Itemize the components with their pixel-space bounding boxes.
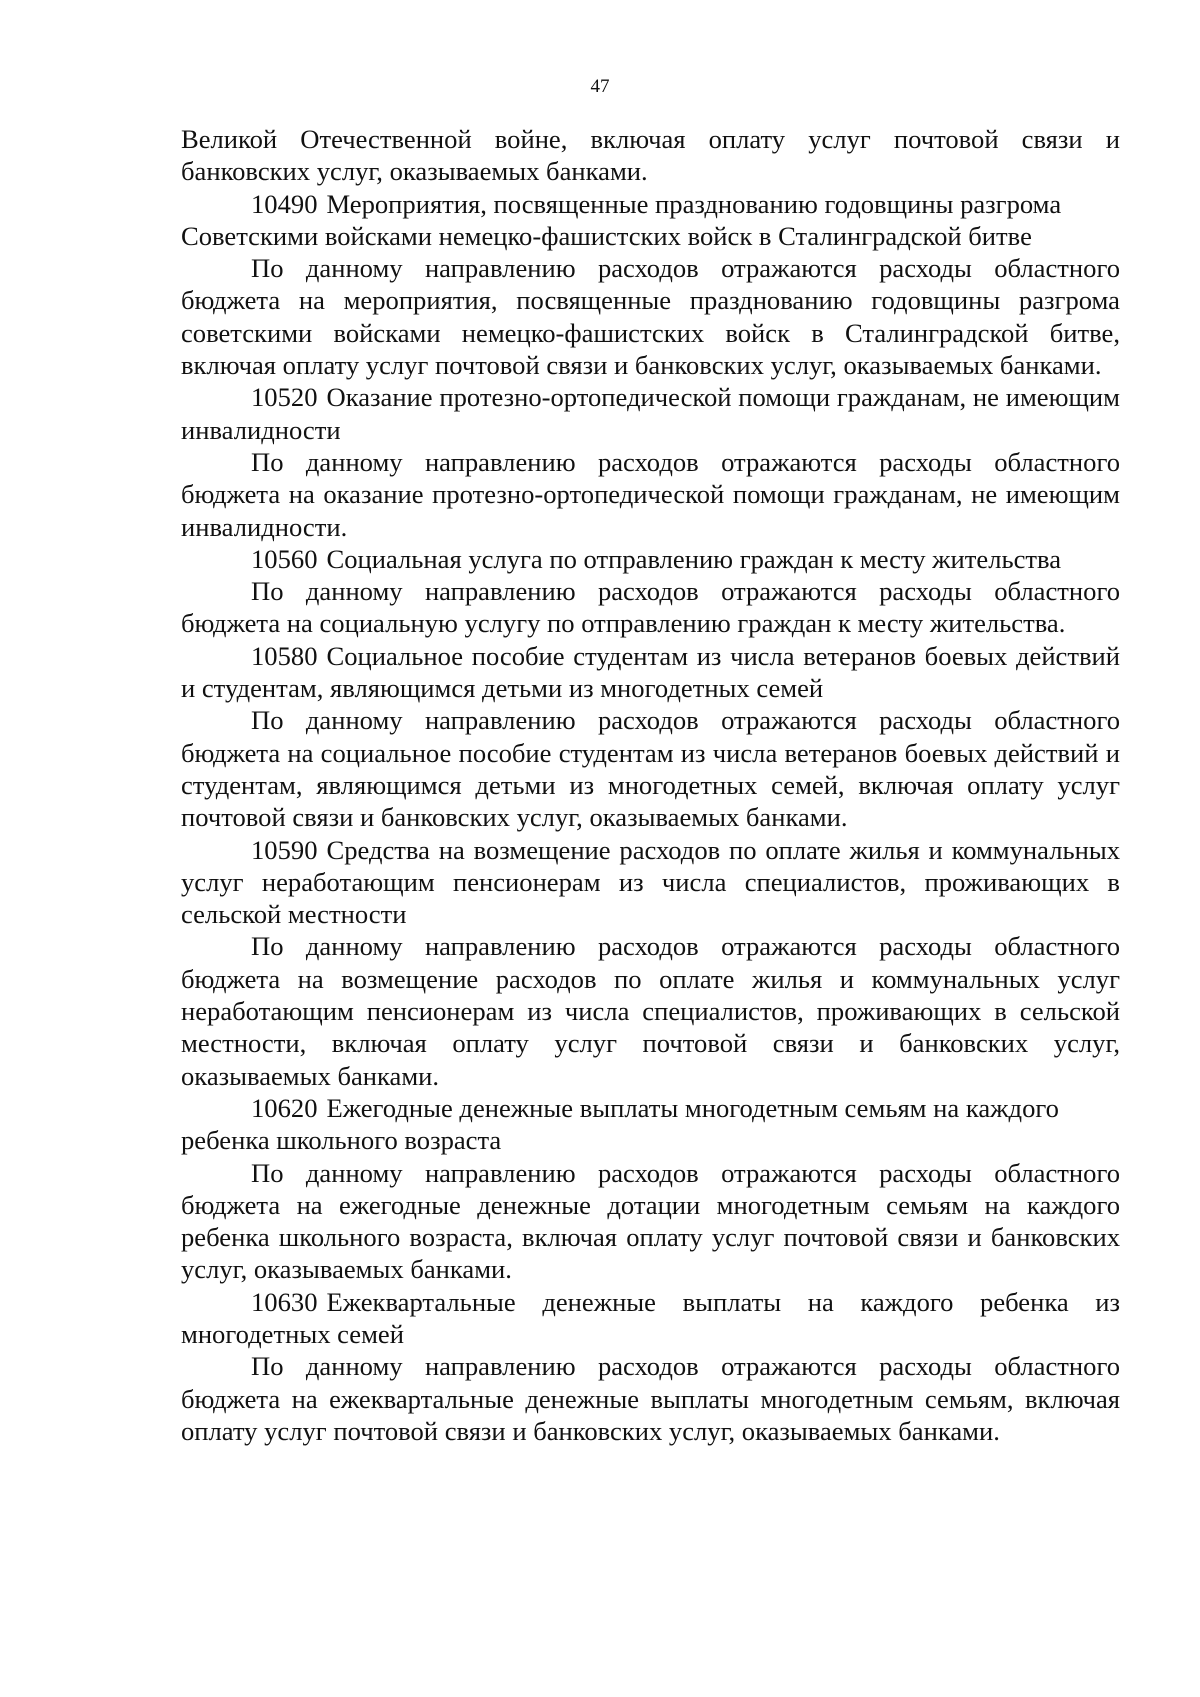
section-description-10630: По данному направлению расходов отражаются расходы областного бюджета на ежеквартальные денежные выплаты многодетным семьям, включая оплату услуг почтовой связи и банковских услуг, оказываемых банками.: [181, 1351, 1120, 1446]
section-description-10590: По данному направлению расходов отражаются расходы областного бюджета на возмещение расходов по оплате жилья и коммунальных услуг неработающим пенсионерам из числа специалистов, проживающих в сельской местности, включая оплату услуг почтовой связи и банковских услуг, оказываемых банками.: [181, 931, 1120, 1091]
document-body: [181, 123, 1120, 1447]
section-heading-10630: [181, 1286, 1120, 1351]
section-description-10490: По данному направлению расходов отражаются расходы областного бюджета на мероприятия, посвященные празднованию годовщины разгрома советскими войсками немецко-фашистских войск в Сталинградской битве, включая оплату услуг почтовой связи и банковских услуг, оказываемых банками.: [181, 253, 1120, 381]
section-title: Оказание протезно-ортопедической помощи гражданам, не имеющим инвалидности: [181, 382, 1120, 445]
section-title: Социальное пособие студентам из числа ветеранов боевых действий и студентам, являющимся детьми из многодетных семей: [181, 640, 1120, 704]
section-heading-10520: [181, 381, 1120, 446]
section-heading-10620: [181, 1092, 1120, 1157]
section-title: Ежегодные денежные выплаты многодетным семьям на каждого ребенка школьного возраста: [181, 1092, 1059, 1156]
section-description-10620: По данному направлению расходов отражаются расходы областного бюджета на ежегодные денежные дотации многодетным семьям на каждого ребенка школьного возраста, включая оплату услуг почтовой связи и банковских услуг, оказываемых банками.: [181, 1157, 1120, 1285]
section-code: 10580: [251, 640, 318, 671]
section-description-10520: По данному направлению расходов отражаются расходы областного бюджета на оказание протезно-ортопедической помощи гражданам, не имеющим инвалидности.: [181, 446, 1120, 542]
section-description-10580: По данному направлению расходов отражаются расходы областного бюджета на социальное пособие студентам из числа ветеранов боевых действий и студентам, являющимся детьми из многодетных семей, включая оплату услуг почтовой связи и банковских услуг, оказываемых банками.: [181, 705, 1120, 833]
section-description-10560: По данному направлению расходов отражаются расходы областного бюджета на социальную услугу по отправлению граждан к месту жительства.: [181, 576, 1120, 639]
section-code: 10620: [251, 1092, 318, 1123]
section-title: Социальная услуга по отправлению граждан к месту жительства: [326, 543, 1062, 574]
section-title: Ежеквартальные денежные выплаты на каждого ребенка из многодетных семей: [181, 1286, 1120, 1349]
section-title: Мероприятия, посвященные празднованию годовщины разгрома Советскими войсками немецко-фашистских войск в Сталинградской битве: [181, 188, 1062, 251]
section-code: 10630: [251, 1286, 318, 1317]
section-title: Средства на возмещение расходов по оплате жилья и коммунальных услуг неработающим пенсионерам из числа специалистов, проживающих в сельской местности: [181, 834, 1120, 930]
section-code: 10520: [251, 382, 318, 413]
section-heading-10560: [181, 543, 1120, 575]
section-code: 10490: [251, 188, 318, 219]
section-heading-10590: [181, 834, 1120, 931]
continuation-paragraph: Великой Отечественной войне, включая оплату услуг почтовой связи и банковских услуг, оказываемых банками.: [181, 124, 1120, 187]
section-code: 10590: [251, 834, 318, 865]
section-heading-10490: [181, 188, 1120, 253]
section-code: 10560: [251, 543, 318, 574]
section-heading-10580: [181, 640, 1120, 705]
page-number: 47: [590, 76, 610, 97]
